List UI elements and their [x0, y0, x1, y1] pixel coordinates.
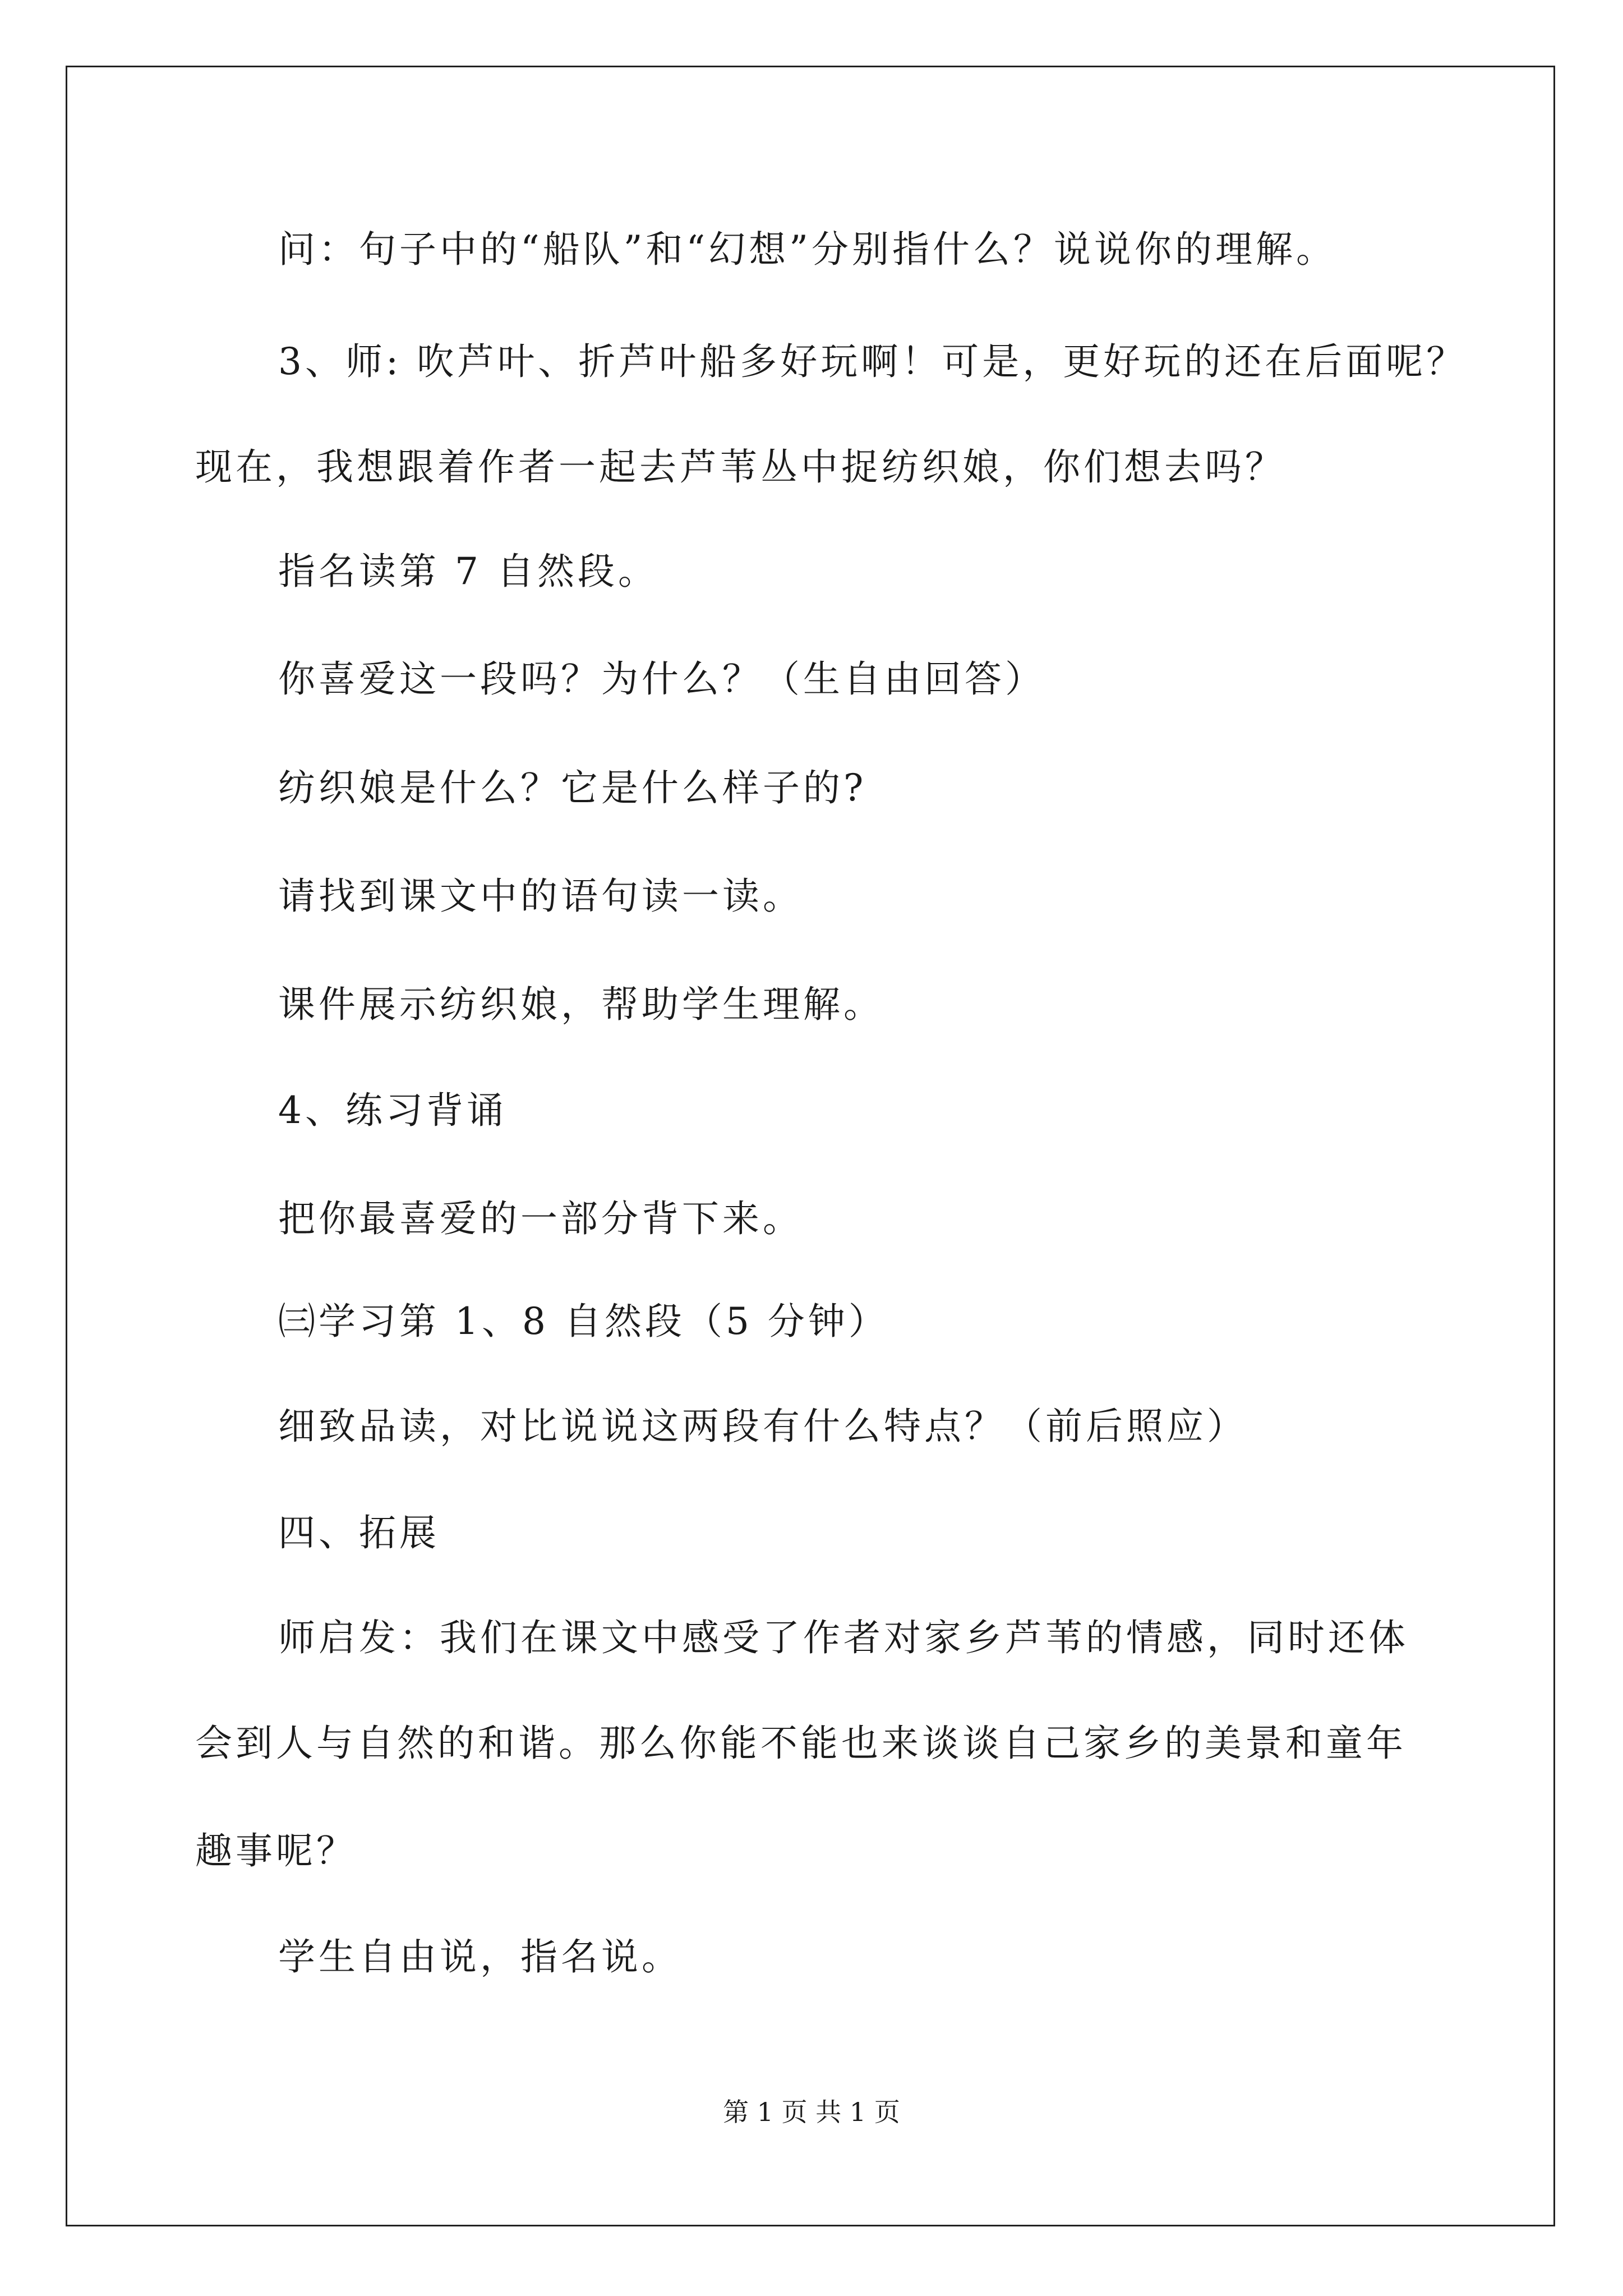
paragraph-line: 趣事呢？ — [195, 1829, 357, 1872]
paragraph-line: 现在，我想跟着作者一起去芦苇丛中捉纺织娘，你们想去吗？ — [195, 445, 1285, 489]
paragraph-line: ㈢学习第 1、8 自然段（5 分钟） — [278, 1300, 889, 1343]
paragraph-line: 3、师: 吹芦叶、折芦叶船多好玩啊！可是，更好玩的还在后面呢？ — [278, 340, 1467, 383]
paragraph-line: 四、拓展 — [278, 1511, 440, 1554]
paragraph-line: 会到人与自然的和谐。那么你能不能也来谈谈自己家乡的美景和童年 — [195, 1722, 1407, 1765]
paragraph-line: 4、练习背诵 — [278, 1089, 507, 1132]
page-border — [66, 66, 1555, 2226]
paragraph-line: 请找到课文中的语句读一读。 — [278, 875, 803, 918]
paragraph-line: 问：句子中的“船队”和“幻想”分别指什么？说说你的理解。 — [278, 228, 1336, 271]
paragraph-line: 你喜爱这一段吗？为什么？（生自由回答） — [278, 657, 1045, 701]
paragraph-line: 课件展示纺织娘，帮助学生理解。 — [278, 983, 884, 1026]
paragraph-line: 纺织娘是什么？它是什么样子的? — [278, 766, 867, 809]
page-footer: 第 1 页 共 1 页 — [723, 2097, 900, 2127]
paragraph-line: 细致品读，对比说说这两段有什么特点？（前后照应） — [278, 1405, 1247, 1448]
paragraph-line: 学生自由说，指名说。 — [278, 1935, 682, 1978]
paragraph-line: 师启发：我们在课文中感受了作者对家乡芦苇的情感，同时还体 — [278, 1616, 1409, 1659]
paragraph-line: 指名读第 7 自然段。 — [278, 550, 658, 593]
paragraph-line: 把你最喜爱的一部分背下来。 — [278, 1197, 803, 1240]
